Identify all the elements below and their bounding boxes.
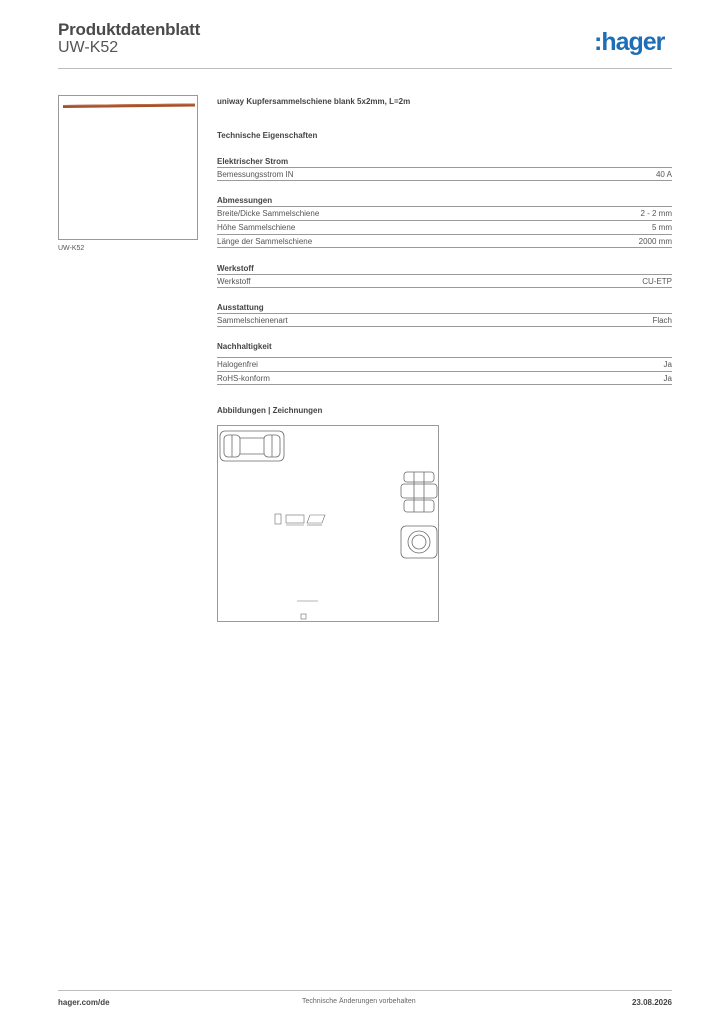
property-value: Ja [663,374,672,383]
connector-side-view [220,431,284,461]
property-value: Flach [652,316,672,325]
document-subtitle: UW-K52 [58,39,119,56]
group-electrical [217,156,672,181]
product-description: uniway Kupfersammelschiene blank 5x2mm, L=2m [217,97,411,106]
technical-drawing [217,425,439,622]
group-sustainability [217,341,672,385]
footer-disclaimer: Technische Änderungen vorbehalten [302,998,416,1005]
property-label: Höhe Sammelschiene [217,223,296,232]
property-row [217,206,672,220]
property-label: Halogenfrei [217,360,258,369]
connector-front-view [401,472,438,512]
property-value: CU-ETP [642,277,672,286]
product-image-caption: UW-K52 [58,245,85,252]
header-divider [58,68,672,69]
group-title: Nachhaltigkeit [217,342,272,351]
product-image [58,95,198,240]
group-title: Elektrischer Strom [217,157,289,166]
group-dimensions [217,195,672,248]
footer-date: 23.08.2026 [631,998,672,1007]
property-label: Länge der Sammelschiene [217,237,313,246]
property-value: 2 - 2 mm [640,209,672,218]
dimension-sketch [275,514,325,525]
connector-top-view [401,526,437,558]
group-title: Werkstoff [217,264,254,273]
property-row [217,220,672,234]
property-row [217,357,672,371]
marker-box [301,614,306,619]
property-value: 2000 mm [638,237,672,246]
group-title: Ausstattung [217,303,264,312]
property-label: Werkstoff [217,277,251,286]
svg-text::hager: :hager [594,28,665,56]
property-row [217,274,672,288]
group-title: Abmessungen [217,196,273,205]
property-row [217,371,672,385]
group-equipment [217,302,672,327]
drawings-heading: Abbildungen | Zeichnungen [217,406,323,415]
hager-logo [594,28,674,58]
footer-divider [58,990,672,991]
busbar-picture [61,103,197,109]
property-value: 5 mm [652,223,672,232]
technical-drawing-graphic [218,426,438,621]
property-row [217,234,672,248]
property-label: Breite/Dicke Sammelschiene [217,209,320,218]
group-material [217,263,672,288]
property-label: Sammelschienenart [217,316,288,325]
property-label: Bemessungsstrom IN [217,170,294,179]
document-title: Produktdatenblatt [58,20,201,39]
property-row [217,167,672,181]
technical-properties-heading: Technische Eigenschaften [217,131,318,140]
property-value: Ja [663,360,672,369]
property-row [217,313,672,327]
footer-website: hager.com/de [58,998,110,1007]
property-value: 40 A [655,170,672,179]
property-label: RoHS-konform [217,374,270,383]
